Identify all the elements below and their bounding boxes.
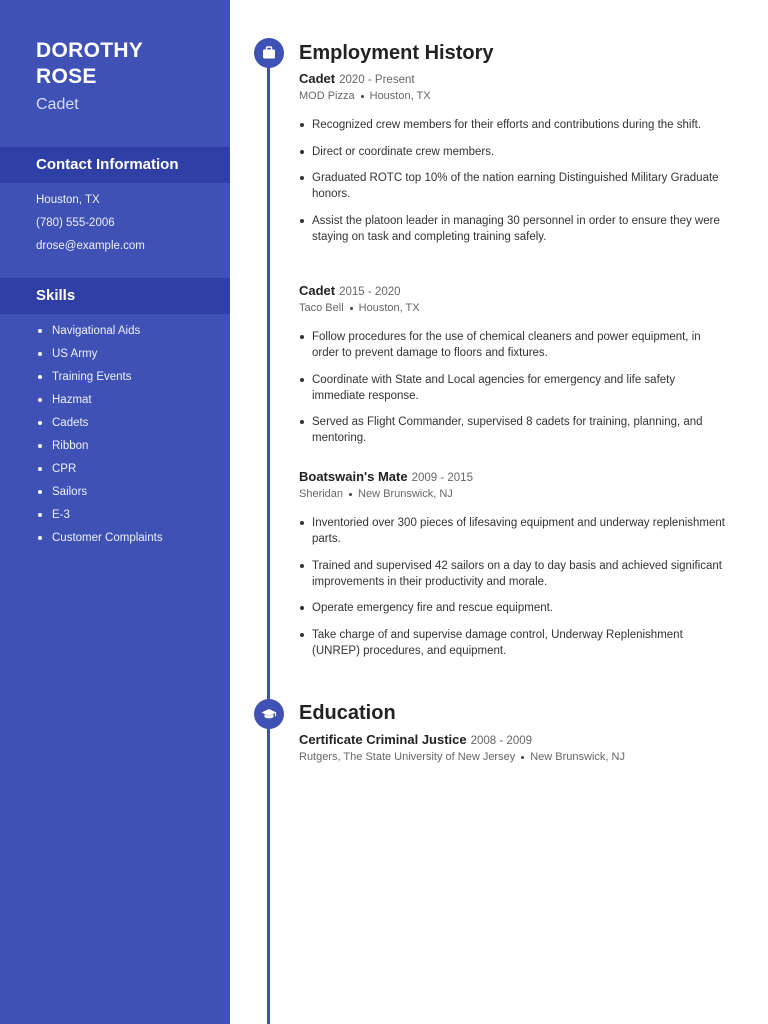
education-school-line xyxy=(299,749,739,766)
skill-item: US Army xyxy=(36,346,163,369)
employment-heading: Employment History xyxy=(299,42,494,64)
job-header xyxy=(299,468,739,486)
job-title: Cadet xyxy=(299,283,336,298)
separator-dot xyxy=(350,307,353,310)
bullet-item: Take charge of and supervise damage control, Underway Replenishment (UNREP) procedures, and equipment. xyxy=(299,627,729,659)
school-name: Rutgers, The State University of New Jersey xyxy=(299,751,516,763)
last-name: ROSE xyxy=(36,65,97,88)
contact-heading: Contact Information xyxy=(36,156,179,173)
sidebar xyxy=(0,0,230,1024)
candidate-role: Cadet xyxy=(36,96,79,113)
job-dates: 2009 - 2015 xyxy=(411,472,473,484)
education-dates: 2008 - 2009 xyxy=(470,735,533,747)
bullet-item: Coordinate with State and Local agencies for emergency and life safety immediate response. xyxy=(299,372,729,404)
bullet-item: Graduated ROTC top 10% of the nation earning Distinguished Military Graduate honors. xyxy=(299,170,729,202)
candidate-name xyxy=(36,38,143,90)
education-header xyxy=(299,731,739,749)
skill-item: CPR xyxy=(36,461,163,484)
separator-dot xyxy=(349,493,352,496)
education-heading: Education xyxy=(299,702,396,724)
job-title: Cadet xyxy=(299,71,336,86)
skills-list xyxy=(36,323,163,553)
separator-dot xyxy=(521,756,524,759)
contact-location: Houston, TX xyxy=(36,194,100,206)
contact-section-header xyxy=(0,147,230,183)
job-bullets xyxy=(299,117,729,255)
job-dates: 2020 - Present xyxy=(339,74,415,86)
degree-title: Certificate Criminal Justice xyxy=(299,732,467,747)
job-header xyxy=(299,282,739,300)
graduation-cap-icon xyxy=(254,699,284,729)
job-employer: MOD Pizza xyxy=(299,90,355,102)
contact-email[interactable]: drose@example.com xyxy=(36,240,145,252)
bullet-item: Served as Flight Commander, supervised 8 cadets for training, planning, and mentoring. xyxy=(299,414,729,446)
bullet-item: Inventoried over 300 pieces of lifesaving equipment and underway replenishment parts. xyxy=(299,515,729,547)
skill-item: Ribbon xyxy=(36,438,163,461)
skill-item: Navigational Aids xyxy=(36,323,163,346)
first-name: DOROTHY xyxy=(36,39,144,62)
job-entry xyxy=(299,282,739,444)
job-employer-line xyxy=(299,300,739,317)
separator-dot xyxy=(361,95,364,98)
job-bullets xyxy=(299,515,729,669)
job-dates: 2015 - 2020 xyxy=(339,286,401,298)
job-bullets xyxy=(299,329,729,457)
bullet-item: Direct or coordinate crew members. xyxy=(299,144,729,160)
job-title: Boatswain's Mate xyxy=(299,469,408,484)
job-employer: Sheridan xyxy=(299,488,344,500)
skill-item: E-3 xyxy=(36,507,163,530)
bullet-item: Recognized crew members for their efforts and contributions during the shift. xyxy=(299,117,729,133)
job-employer-line xyxy=(299,88,739,105)
timeline-line xyxy=(267,56,270,1024)
briefcase-icon xyxy=(254,38,284,68)
job-location: Houston, TX xyxy=(369,90,431,102)
job-employer: Taco Bell xyxy=(299,302,344,314)
job-header xyxy=(299,70,739,88)
job-location: Houston, TX xyxy=(358,302,420,314)
job-employer-line xyxy=(299,486,739,503)
education-entry xyxy=(299,731,739,766)
bullet-item: Operate emergency fire and rescue equipment. xyxy=(299,600,729,616)
skills-section-header xyxy=(0,278,230,314)
bullet-item: Trained and supervised 42 sailors on a day to day basis and achieved significant improvements in their productivity and morale. xyxy=(299,558,729,590)
bullet-item: Follow procedures for the use of chemical cleaners and power equipment, in order to prevent damage to floors and fixtures. xyxy=(299,329,729,361)
skill-item: Training Events xyxy=(36,369,163,392)
job-location: New Brunswick, NJ xyxy=(358,488,453,500)
skill-item: Cadets xyxy=(36,415,163,438)
job-entry xyxy=(299,70,739,243)
skill-item: Customer Complaints xyxy=(36,530,163,553)
contact-phone[interactable]: (780) 555-2006 xyxy=(36,217,115,229)
skills-heading: Skills xyxy=(36,287,76,304)
skill-item: Hazmat xyxy=(36,392,163,415)
job-entry xyxy=(299,468,739,657)
skill-item: Sailors xyxy=(36,484,163,507)
school-location: New Brunswick, NJ xyxy=(530,751,625,763)
bullet-item: Assist the platoon leader in managing 30 personnel in order to ensure they were staying on task and completing training safely. xyxy=(299,213,729,245)
